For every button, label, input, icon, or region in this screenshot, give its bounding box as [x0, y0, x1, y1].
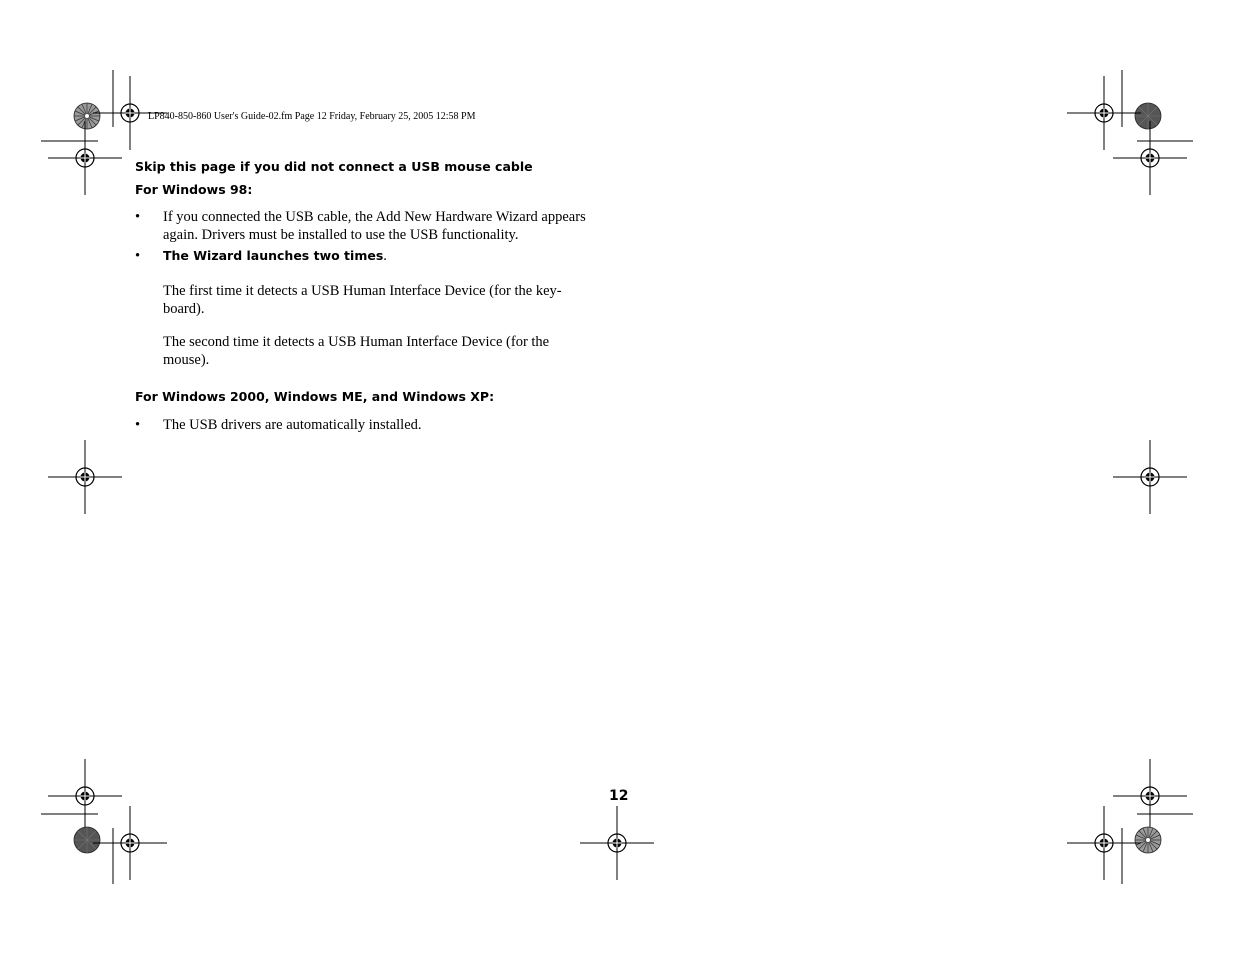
wizard-launches-bold: The Wizard launches two times — [163, 248, 384, 263]
paragraph-second-detection: The second time it detects a USB Human Interface Device (for the mouse). — [163, 334, 550, 368]
page-number: 12 — [609, 788, 629, 804]
windows98-heading: For Windows 98: — [135, 182, 253, 197]
wizard-launches-tail: . — [383, 248, 387, 264]
file-info-header: LP840-850-860 User's Guide-02.fm Page 12 Friday, February 25, 2005 12:58 PM — [148, 111, 476, 122]
bullet-text-1: If you connected the USB cable, the Add New Hardware Wizard appears again. Drivers must be installed to use the USB functionality. — [163, 209, 586, 243]
bullet-text-3: The USB drivers are automatically installed. — [163, 417, 422, 433]
windows-other-heading: For Windows 2000, Windows ME, and Windows XP: — [135, 389, 495, 404]
bullet-marker-1: • — [135, 209, 141, 225]
paragraph-first-detection: The first time it detects a USB Human Interface Device (for the key-board). — [163, 283, 562, 317]
bullet-marker-3: • — [135, 417, 141, 433]
bullet-marker-2: • — [135, 248, 141, 264]
bullet-text-2 — [163, 247, 603, 265]
skip-heading: Skip this page if you did not connect a USB mouse cable — [135, 159, 533, 174]
